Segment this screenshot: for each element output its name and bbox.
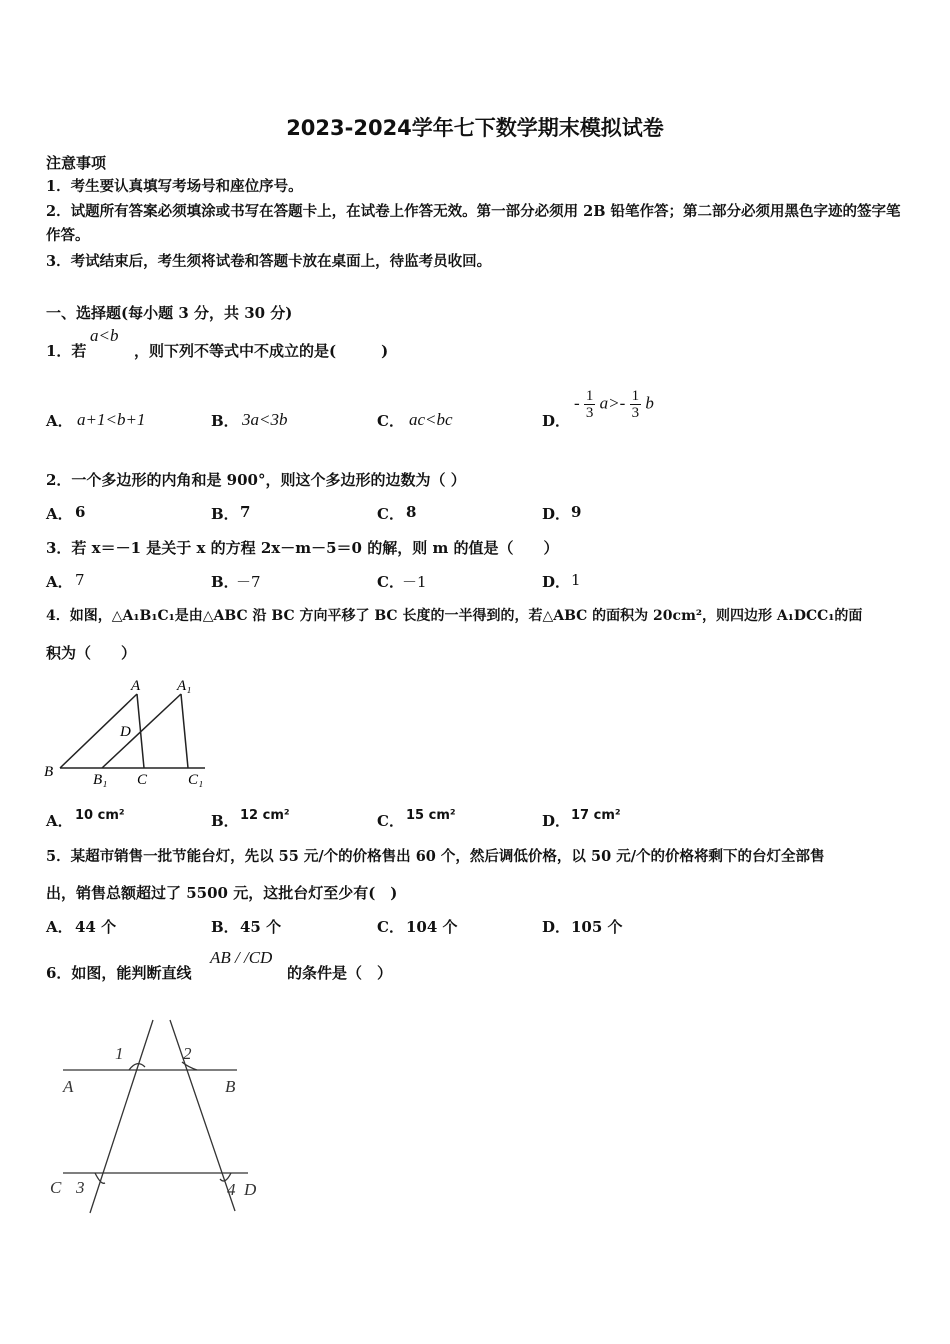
q2-option-c-label: C． <box>377 505 404 523</box>
q5-option-d-text: 105 个 <box>571 918 623 936</box>
q1-d-num-1: 1 <box>585 388 594 404</box>
q5-option-c-text: 104 个 <box>406 918 458 936</box>
q3-option-d-label: D． <box>542 573 571 591</box>
q1-condition: a<b <box>90 326 119 345</box>
segment-a1c1 <box>181 694 188 768</box>
note-item-1: 1．考生要认真填写考场号和座位序号。 <box>46 178 303 195</box>
q1-d-frac-2 <box>630 388 642 421</box>
label-a: A <box>131 678 141 694</box>
q1-d-num-2: 1 <box>631 388 640 404</box>
q4-option-a-text: 10 cm² <box>75 808 125 823</box>
q2-option-c-text: 8 <box>406 503 417 521</box>
q2-option-d-label: D． <box>542 505 571 523</box>
q5-option-b-label: B． <box>211 918 239 936</box>
note-item-2: 2．试题所有答案必须填涂或书写在答题卡上，在试卷上作答无效。第一部分必须用 2B 铅笔作答；第二部分必须用黑色字迹的签字笔作答。 <box>46 203 901 244</box>
label-b1: B₁ <box>93 772 108 788</box>
label-d: D <box>244 1180 257 1199</box>
q3-option-c-label: C． <box>377 573 404 591</box>
q3-option-a-label: A． <box>46 573 73 591</box>
q1-d-den-2: 3 <box>631 405 640 421</box>
q1-prefix: 1．若 <box>46 342 87 360</box>
note-item-3: 3．考试结束后，考生须将试卷和答题卡放在桌面上，待监考员收回。 <box>46 253 492 270</box>
q4-option-d-label: D． <box>542 812 571 830</box>
label-d: D <box>120 724 131 740</box>
q3-option-b-label: B． <box>211 573 239 591</box>
q4-option-a-label: A． <box>46 812 73 830</box>
q2-option-b-text: 7 <box>240 503 251 521</box>
label-a: A <box>63 1077 74 1096</box>
transversal-right <box>170 1020 235 1211</box>
q1-option-a-text: a+1<b+1 <box>77 410 146 429</box>
q1-option-d-label: D． <box>542 412 571 430</box>
angle-3-label: 3 <box>76 1178 85 1197</box>
q4-option-c-text: 15 cm² <box>406 808 456 823</box>
label-c: C <box>50 1178 62 1197</box>
segment-b1a1 <box>102 694 181 768</box>
q4-stem-line-2: 积为（ ） <box>46 644 137 662</box>
q3-option-a-text: 7 <box>75 571 85 589</box>
q2-option-a-text: 6 <box>75 503 86 521</box>
q4-option-b-text: 12 cm² <box>240 808 290 823</box>
q5-option-d-label: D． <box>542 918 571 936</box>
q1-option-a-label: A． <box>46 412 73 430</box>
label-b: B <box>225 1077 236 1096</box>
q5-stem-line-2: 出，销售总额超过了 5500 元，这批台灯至少有( ) <box>46 884 398 902</box>
q6-expression: AB / /CD <box>210 948 273 967</box>
angle-3-arc <box>95 1173 105 1183</box>
angle-1-label: 1 <box>115 1044 124 1063</box>
q1-d-tail: b <box>645 393 654 413</box>
q1-d-frac-1 <box>584 388 596 421</box>
section-heading: 一、选择题(每小题 3 分，共 30 分) <box>46 304 293 322</box>
q6-figure <box>45 1015 275 1220</box>
q5-stem-line-1: 5．某超市销售一批节能台灯，先以 55 元/个的价格售出 60 个，然后调低价格，以 50 元/个的价格将剩下的台灯全部售 <box>46 848 825 865</box>
label-c1: C₁ <box>188 772 204 788</box>
q1-option-b-label: B． <box>211 412 239 430</box>
angle-4-label: 4 <box>227 1180 236 1199</box>
q6-suffix: 的条件是（ ） <box>287 964 393 982</box>
q3-stem: 3．若 x＝－1 是关于 x 的方程 2x－m－5＝0 的解，则 m 的值是（ ） <box>46 539 559 557</box>
q2-option-b-label: B． <box>211 505 239 523</box>
q1-d-lead: - <box>574 393 580 413</box>
q2-stem: 2．一个多边形的内角和是 900°，则这个多边形的边数为（ ） <box>46 471 466 489</box>
q1-option-c-label: C． <box>377 412 404 430</box>
label-a1: A₁ <box>177 678 192 694</box>
q3-option-d-text: 1 <box>571 571 581 589</box>
q2-option-d-text: 9 <box>571 503 582 521</box>
q1-suffix: ，则下列不等式中不成立的是( ) <box>134 342 389 360</box>
q1-d-den-1: 3 <box>585 405 594 421</box>
q4-stem-line-1: 4．如图，△A₁B₁C₁是由△ABC 沿 BC 方向平移了 BC 长度的一半得到的，若△ABC 的面积为 20cm²，则四边形 A₁DCC₁的面 <box>46 608 863 624</box>
q1-d-mid: a>- <box>599 393 626 413</box>
q3-option-c-text: －1 <box>402 573 427 591</box>
q1-option-b-text: 3a<3b <box>242 410 288 429</box>
q3-option-b-text: －7 <box>236 573 261 591</box>
q5-option-a-text: 44 个 <box>75 918 117 936</box>
q4-figure <box>40 672 210 790</box>
q1-option-c-text: ac<bc <box>409 410 453 429</box>
angle-2-label: 2 <box>183 1044 192 1063</box>
notes-heading: 注意事项 <box>46 154 107 172</box>
q4-option-d-text: 17 cm² <box>571 808 621 823</box>
q4-option-b-label: B． <box>211 812 239 830</box>
q5-option-b-text: 45 个 <box>240 918 282 936</box>
label-b: B <box>44 764 54 780</box>
q1-option-d-expr <box>574 388 654 421</box>
page-title: 2023-2024学年七下数学期末模拟试卷 <box>286 116 664 140</box>
angle-2-arc <box>182 1062 197 1070</box>
q6-prefix: 6．如图，能判断直线 <box>46 964 192 982</box>
q4-option-c-label: C． <box>377 812 404 830</box>
label-c: C <box>137 772 148 788</box>
q5-option-a-label: A． <box>46 918 73 936</box>
q2-option-a-label: A． <box>46 505 73 523</box>
q5-option-c-label: C． <box>377 918 404 936</box>
